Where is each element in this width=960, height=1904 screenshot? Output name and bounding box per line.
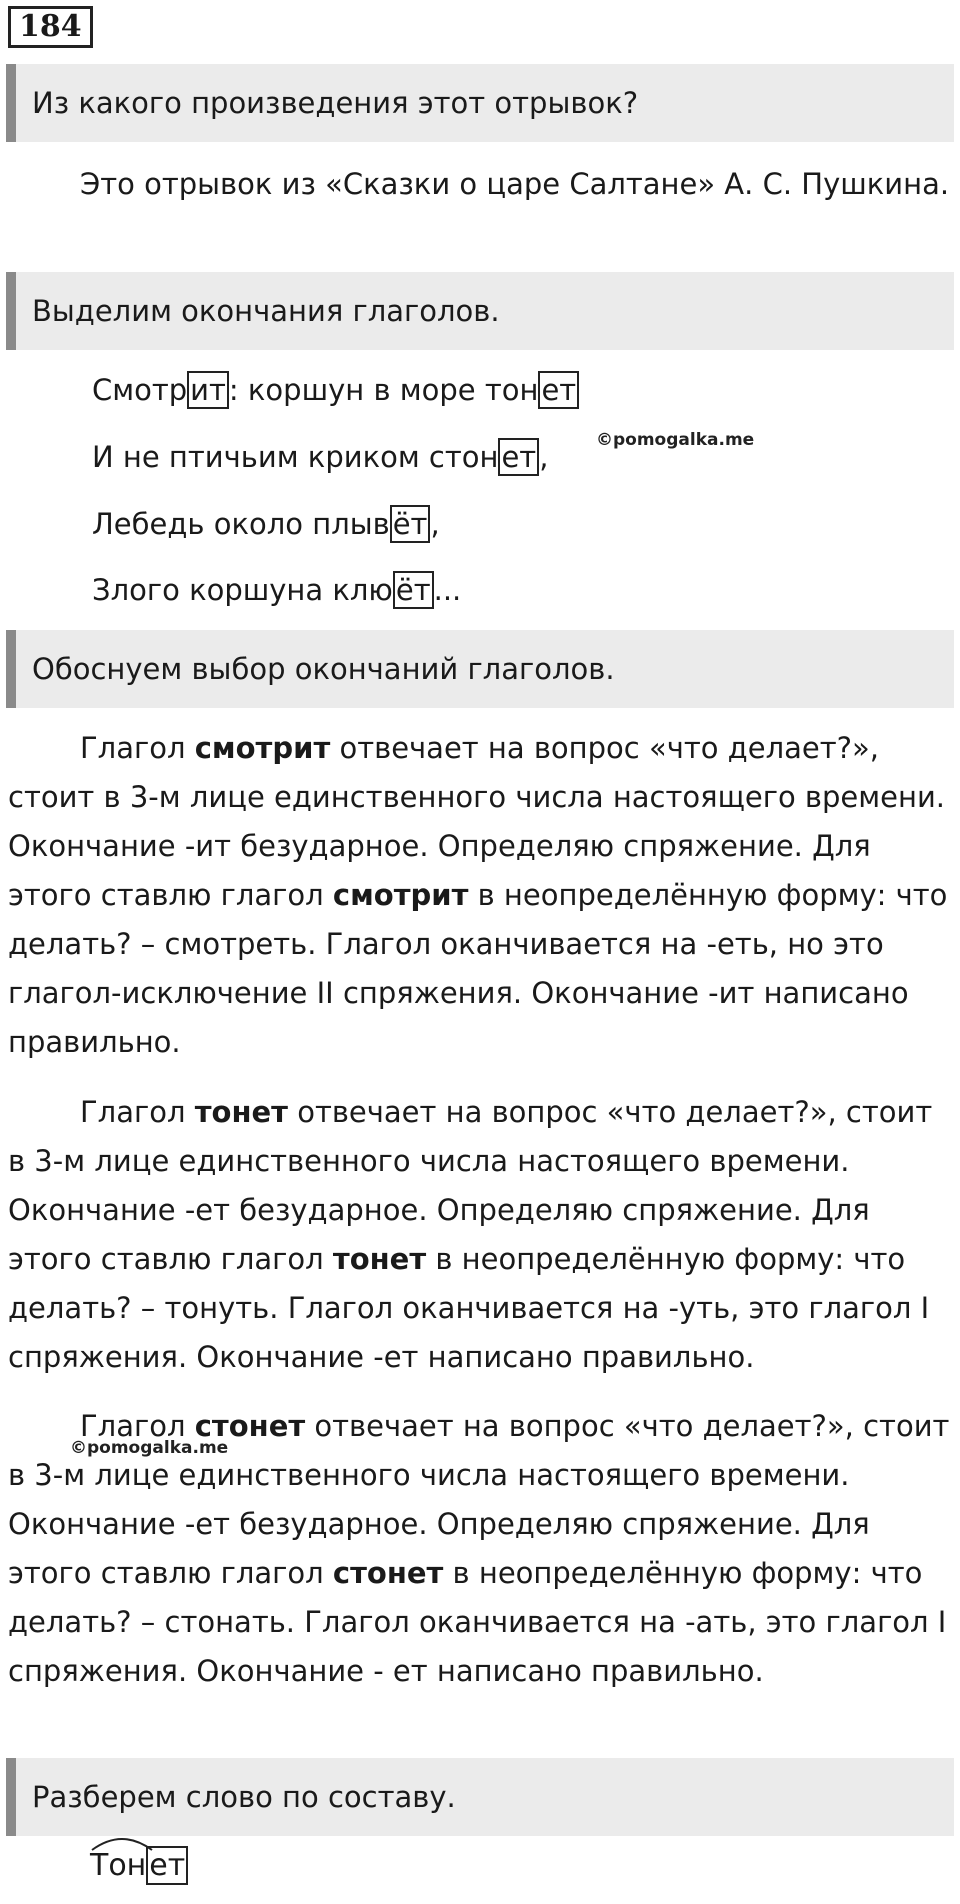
poem-line-2: И не птичьим криком стон ет , [92,440,549,474]
explanation-smotrit: Глагол смотрит отвечает на вопрос «что делает?», стоит в 3-м лице единственного числа настоящего времени. Окончание -ит безударное. Определяю спряжение. Для этого ставлю глагол смотрит в неопределённую форму: что делать? – смотреть. Глагол оканчивается на -еть, но это глагол-исключение II спряжения. Окончание -ит написано правильно. [8,731,948,1059]
answer-source: Это отрывок из «Сказки о царе Салтане» А. С. Пушкина. [80,167,950,201]
root-arc-icon [90,1832,154,1852]
watermark: ©pomogalka.me [70,1438,229,1458]
ending-box: ит [187,371,229,409]
ending-box: ет [146,1846,188,1885]
poem-line-3: Лебедь около плыв ёт , [92,507,440,541]
poem-line-4: Злого коршуна клю ёт ... [92,573,462,607]
exercise-number: 184 [8,6,93,48]
morphology-parse [90,1846,188,1886]
ending-box: ет [498,438,539,476]
explanation-tonet: Глагол тонет отвечает на вопрос «что делает?», стоит в 3-м лице единственного числа настоящего времени. Окончание -ет безударное. Определяю спряжение. Для этого ставлю глагол тонет в неопределённую форму: что делать? – тонуть. Глагол оканчивается на -уть, это глагол I спряжения. Окончание -ет написано правильно. [8,1095,933,1374]
watermark: ©pomogalka.me [596,430,755,450]
section-header-justify: Обоснуем выбор окончаний глаголов. [6,630,954,708]
root-marker: Тон [90,1846,146,1886]
ending-box: ёт [393,571,434,609]
ending-box: ёт [390,505,431,543]
section-header-morphology: Разберем слово по составу. [6,1758,954,1836]
explanation-stonet: Глагол стонет отвечает на вопрос «что делает?», стоит в 3-м лице единственного числа настоящего времени. Окончание -ет безударное. Определяю спряжение. Для этого ставлю глагол стонет в неопределённую форму: что делать? – стонать. Глагол оканчивается на -ать, это глагол I спряжения. Окончание - ет написано правильно. [8,1409,950,1688]
poem-line-1: Смотр ит : коршун в море тон ет [92,370,579,410]
ending-box: ет [538,371,579,409]
section-header-source: Из какого произведения этот отрывок? [6,64,954,142]
section-header-endings: Выделим окончания глаголов. [6,272,954,350]
